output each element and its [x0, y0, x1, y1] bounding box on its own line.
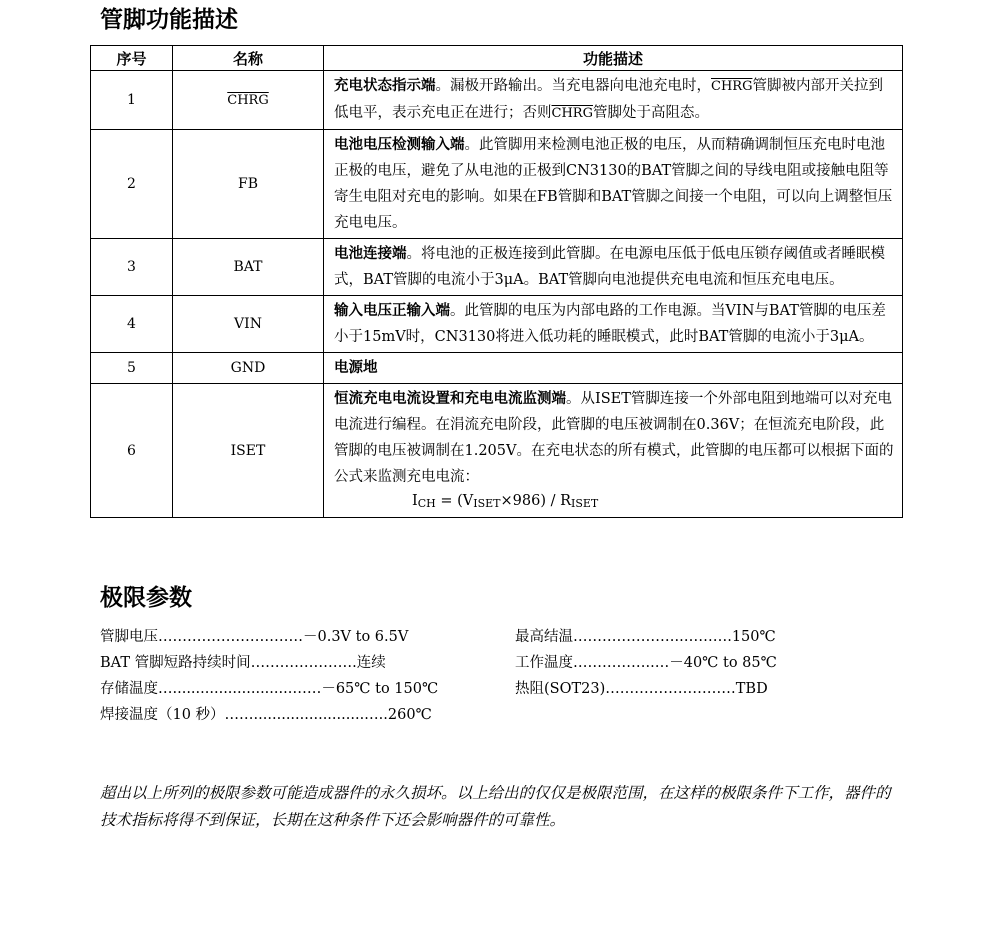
table-header-row [91, 46, 903, 71]
pin-function-text: 。此管脚用来检测电池正极的电压，从而精确调制恒压充电时电池正极的电压，避免了从电池的正极到CN3130的BAT管脚之间的导线电阻或接触电阻等寄生电阻对充电的影响。如果在FB管脚和BAT管脚之间接一个电阻，可以向上调整恒压充电电压。 [334, 137, 893, 231]
pin-name: CHRG [227, 93, 269, 108]
pin-description [324, 296, 903, 353]
pin-function-text: 。此管脚的电压为内部电路的工作电源。当VIN与BAT管脚的电压差小于15mV时，CN3130将进入低功耗的睡眠模式，此时BAT管脚的电流小于3μA。 [334, 303, 886, 345]
limits-warning-note: 超出以上所列的极限参数可能造成器件的永久损坏。以上给出的仅仅是极限范围，在这样的极限条件下工作，器件的技术指标将得不到保证，长期在这种条件下还会影响器件的可靠性。 [100, 784, 891, 829]
table-row [91, 71, 903, 130]
table-row [91, 239, 903, 296]
pin-function-text: 。漏极开路输出。当充电器向电池充电时， [435, 78, 711, 94]
header-description: 功能描述 [324, 46, 903, 71]
limit-item: 最高结温…………………..……….150℃ [515, 629, 776, 645]
pin-function-title: 电源地 [334, 360, 378, 376]
table-row [91, 384, 903, 518]
pin-name: BAT [173, 239, 324, 296]
pin-description [324, 71, 903, 130]
pin-name: FB [173, 130, 324, 239]
pin-description [324, 130, 903, 239]
pin-number: 3 [91, 239, 173, 296]
pin-function-title: 电池连接端 [334, 246, 407, 262]
header-name: 名称 [173, 46, 324, 71]
pin-number: 4 [91, 296, 173, 353]
pin-number: 6 [91, 384, 173, 518]
pin-number: 2 [91, 130, 173, 239]
pin-function-title: 电池电压检测输入端 [334, 137, 465, 153]
limit-item: 工作温度……………..…－40℃ to 85℃ [515, 655, 777, 671]
pin-function-text: 管脚被内部开关拉到低电平，表示充电正在进行；否则 [334, 78, 883, 121]
pin-function-title: 充电状态指示端 [334, 78, 436, 94]
pin-name: GND [173, 353, 324, 384]
limit-item: 存储温度…..........................……－65℃ to 150℃ [100, 681, 439, 697]
pin-name: ISET [173, 384, 324, 518]
pin-name: VIN [173, 296, 324, 353]
limit-item: 热阻(SOT23)………………………TBD [515, 681, 768, 697]
pin-ref: CHRG [551, 106, 593, 121]
table-row [91, 353, 903, 384]
limit-item: BAT 管脚短路持续时间………………….连续 [100, 655, 386, 671]
pin-number: 1 [91, 71, 173, 130]
pin-description [324, 239, 903, 296]
pin-function-title: 输入电压正输入端 [334, 303, 450, 319]
limit-item: 管脚电压…………………………－0.3V to 6.5V [100, 629, 409, 645]
pin-number: 5 [91, 353, 173, 384]
table-row [91, 130, 903, 239]
charge-current-formula: $I_{CH} = (V_{ISET}\times 986) / R_{ISET}$ [412, 493, 599, 510]
limit-item: 焊接温度（10 秒）……........................…..260℃ [100, 707, 432, 723]
pin-ref: CHRG [711, 79, 753, 94]
table-row [91, 296, 903, 353]
section-title-absolute-max: 极限参数 [100, 585, 192, 611]
header-number: 序号 [91, 46, 173, 71]
pin-description [324, 353, 903, 384]
pin-description-table [90, 45, 903, 518]
section-title-pin-description: 管脚功能描述 [100, 7, 238, 33]
pin-function-text: 管脚处于高阻态。 [592, 105, 709, 121]
pin-description [324, 384, 903, 518]
pin-function-text: 。将电池的正极连接到此管脚。在电源电压低于低电压锁存阈值或者睡眠模式，BAT管脚的电流小于3μA。BAT管脚向电池提供充电电流和恒压充电电压。 [334, 246, 885, 288]
pin-function-text: 。从ISET管脚连接一个外部电阻到地端可以对充电电流进行编程。在涓流充电阶段，此管脚的电压被调制在0.36V；在恒流充电阶段，此管脚的电压被调制在1.205V。在充电状态的所有模式，此管脚的电压都可以根据下面的公式来监测充电电流： [334, 391, 894, 485]
pin-function-title: 恒流充电电流设置和充电电流监测端 [334, 391, 566, 407]
